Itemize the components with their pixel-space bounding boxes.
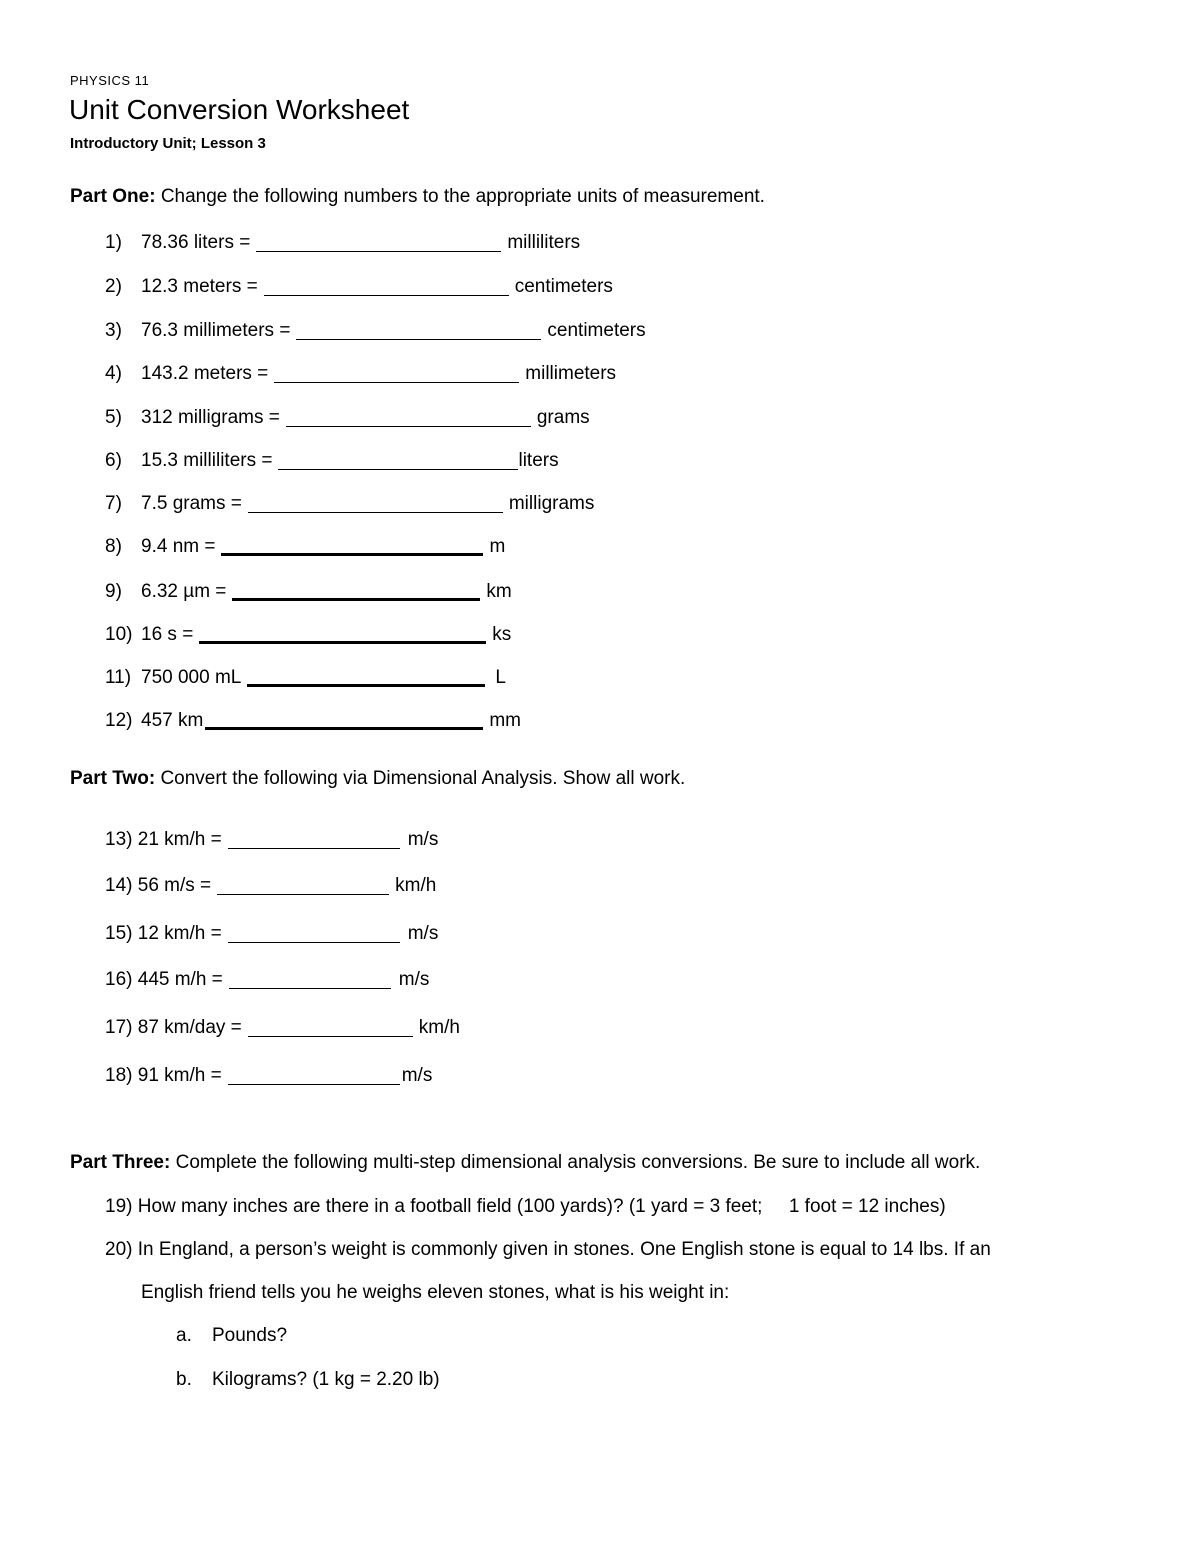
question-given: 750 000 mL: [141, 667, 242, 688]
part-three-heading: [70, 1152, 980, 1174]
answer-blank[interactable]: [228, 832, 400, 849]
part-three-label: Part Three:: [70, 1152, 171, 1173]
question-19: 19) How many inches are there in a football field (100 yards)? (1 yard = 3 feet; 1 foot = 12 inches): [105, 1196, 946, 1217]
question-unit: millimeters: [525, 363, 617, 384]
part-three-instruction: Complete the following multi-step dimensional analysis conversions. Be sure to include all work.: [175, 1152, 981, 1173]
sub-question-text: Pounds?: [212, 1325, 288, 1346]
answer-blank[interactable]: [264, 279, 509, 296]
question-unit: milliliters: [507, 232, 581, 253]
question-10: [105, 625, 511, 644]
answer-blank[interactable]: [229, 972, 391, 989]
question-number: 6): [105, 450, 122, 471]
question-unit: m/s: [407, 923, 439, 944]
question-number: 2): [105, 276, 122, 297]
answer-blank[interactable]: [296, 323, 541, 340]
sub-question-a: [176, 1325, 287, 1347]
part-two-label: Part Two:: [70, 768, 156, 789]
question-15: [105, 924, 438, 943]
question-14: [105, 876, 436, 895]
question-given: 16 s =: [141, 624, 194, 645]
question-3: [105, 321, 646, 340]
question-given: 12.3 meters =: [141, 276, 258, 297]
question-number: 7): [105, 493, 122, 514]
question-given: 457 km: [141, 710, 204, 731]
question-7: [105, 494, 594, 513]
question-unit: centimeters: [514, 276, 613, 297]
part-one-instruction: Change the following numbers to the appropriate units of measurement.: [160, 186, 765, 207]
question-unit: grams: [536, 407, 590, 428]
page-title: Unit Conversion Worksheet: [69, 94, 410, 125]
question-number: 18): [105, 1065, 133, 1086]
question-unit: L: [495, 667, 506, 688]
question-given: 143.2 meters =: [141, 363, 269, 384]
answer-blank[interactable]: [228, 926, 400, 943]
answer-blank[interactable]: [274, 366, 519, 383]
question-number: 16): [105, 969, 133, 990]
question-number: 15): [105, 923, 133, 944]
question-given: 12 km/h =: [137, 923, 222, 944]
question-given: 87 km/day =: [137, 1017, 242, 1038]
question-5: [105, 408, 590, 427]
question-given: 6.32 µm =: [141, 581, 227, 602]
question-number: 5): [105, 407, 122, 428]
question-20-continued: English friend tells you he weighs eleven stones, what is his weight in:: [141, 1282, 730, 1303]
question-unit: centimeters: [547, 320, 646, 341]
question-13: [105, 830, 438, 849]
question-given: 445 m/h =: [137, 969, 223, 990]
question-unit: mm: [489, 710, 521, 731]
answer-blank[interactable]: [278, 453, 518, 470]
question-unit: m: [489, 536, 506, 557]
answer-blank[interactable]: [232, 582, 480, 601]
question-9: [105, 582, 512, 601]
sub-question-letter: a.: [176, 1325, 192, 1346]
question-6: [105, 451, 559, 470]
question-number: 10): [105, 624, 133, 645]
question-number: 8): [105, 536, 122, 557]
question-12: [105, 711, 521, 730]
question-given: 76.3 millimeters =: [141, 320, 291, 341]
question-8: [105, 537, 505, 556]
question-given: 7.5 grams =: [141, 493, 242, 514]
question-unit: km: [486, 581, 512, 602]
question-number: 1): [105, 232, 122, 253]
question-unit: km/h: [395, 875, 437, 896]
question-given: 15.3 milliliters =: [141, 450, 273, 471]
question-unit: ks: [492, 624, 512, 645]
question-unit: m/s: [401, 1065, 433, 1086]
question-20: 20) In England, a person’s weight is commonly given in stones. One English stone is equal to 14 lbs. If an: [105, 1239, 991, 1260]
part-two-heading: [70, 768, 685, 790]
part-one-label: Part One:: [70, 186, 156, 207]
question-number: 9): [105, 581, 122, 602]
answer-blank[interactable]: [217, 878, 389, 895]
answer-blank[interactable]: [256, 235, 501, 252]
question-number: 12): [105, 710, 133, 731]
question-number: 11): [105, 667, 132, 688]
question-1: [105, 233, 580, 252]
question-unit: milligrams: [508, 493, 595, 514]
question-unit: km/h: [418, 1017, 460, 1038]
answer-blank[interactable]: [199, 625, 486, 644]
sub-question-b: [176, 1369, 440, 1391]
question-unit: m/s: [398, 969, 430, 990]
question-given: 56 m/s =: [137, 875, 212, 896]
question-number: 17): [105, 1017, 133, 1038]
part-one-heading: [70, 186, 765, 208]
question-4: [105, 364, 616, 383]
question-given: 312 milligrams =: [141, 407, 280, 428]
question-given: 78.36 liters =: [141, 232, 251, 253]
question-given: 9.4 nm =: [141, 536, 216, 557]
answer-blank[interactable]: [286, 410, 531, 427]
question-number: 14): [105, 875, 133, 896]
course-label: PHYSICS 11: [70, 73, 150, 88]
question-11: [105, 668, 506, 687]
answer-blank[interactable]: [248, 496, 503, 513]
question-unit: m/s: [407, 829, 439, 850]
sub-question-letter: b.: [176, 1369, 192, 1390]
question-2: [105, 277, 613, 296]
answer-blank[interactable]: [228, 1068, 400, 1085]
question-unit: liters: [518, 450, 559, 471]
question-17: [105, 1018, 460, 1037]
question-given: 21 km/h =: [137, 829, 222, 850]
part-two-instruction: Convert the following via Dimensional Analysis. Show all work.: [160, 768, 686, 789]
answer-blank[interactable]: [221, 537, 483, 556]
question-number: 3): [105, 320, 122, 341]
page-subtitle: Introductory Unit; Lesson 3: [70, 135, 266, 152]
answer-blank[interactable]: [248, 1020, 413, 1037]
question-16: [105, 970, 429, 989]
sub-question-text: Kilograms? (1 kg = 2.20 lb): [212, 1369, 440, 1390]
answer-blank[interactable]: [247, 668, 485, 687]
question-18: [105, 1066, 432, 1085]
question-given: 91 km/h =: [137, 1065, 222, 1086]
answer-blank[interactable]: [205, 711, 483, 730]
question-number: 13): [105, 829, 133, 850]
question-number: 4): [105, 363, 122, 384]
